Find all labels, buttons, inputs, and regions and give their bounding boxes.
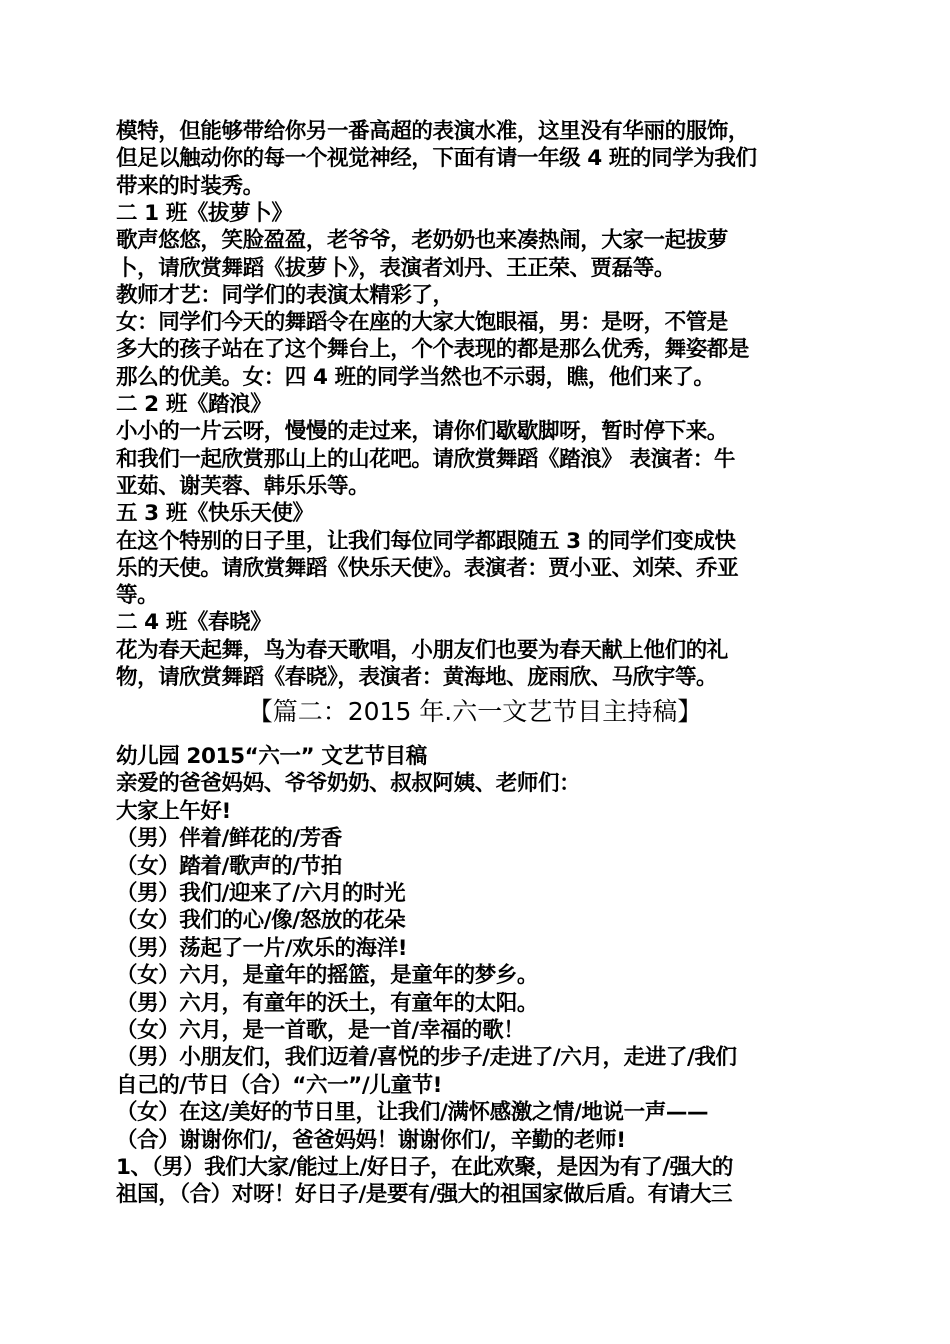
text-line: 乐的天使。请欣赏舞蹈《快乐天使》。表演者：贾小亚、刘荣、乔亚 bbox=[116, 555, 739, 581]
text-line: 但足以触动你的每一个视觉神经，下面有请一年级 4 班的同学为我们 bbox=[116, 146, 757, 172]
text-line: （女）六月，是童年的摇篮，是童年的梦乡。 bbox=[116, 963, 539, 989]
text-line: （男）我们/迎来了/六月的时光 bbox=[116, 881, 406, 906]
text-line: 大家上午好! bbox=[116, 798, 231, 824]
text-line: （女）在这/美好的节日里，让我们/满怀感激之情/地说一声—— bbox=[116, 1100, 709, 1126]
text-line: 二 2 班《踏浪》 bbox=[116, 392, 272, 417]
text-line: 1、（男）我们大家/能过上/好日子，在此欢聚，是因为有了/强大的 bbox=[116, 1155, 733, 1180]
text-line: 多大的孩子站在了这个舞台上，个个表现的都是那么优秀，舞姿都是 bbox=[116, 337, 750, 363]
text-line: 自己的/节日（合）“六一”/儿童节! bbox=[116, 1072, 443, 1098]
text-line: 幼儿园 2015“六一” 文艺节目稿 bbox=[116, 744, 427, 769]
text-line: 小小的一片云呀，慢慢的走过来，请你们歇歇脚呀，暂时停下来。 bbox=[116, 419, 728, 445]
text-line: 和我们一起欣赏那山上的山花吧。请欣赏舞蹈《踏浪》 表演者：牛 bbox=[116, 446, 735, 472]
text-line: 物，请欣赏舞蹈《春晓》，表演者：黄海地、庞雨欣、马欣宇等。 bbox=[116, 665, 718, 690]
text-line: （女）六月，是一首歌，是一首/幸福的歌！ bbox=[116, 1018, 525, 1043]
text-line: 在这个特别的日子里，让我们每位同学都跟随五 3 的同学们变成快 bbox=[116, 528, 736, 554]
text-line: （男）荡起了一片/欢乐的海洋! bbox=[116, 935, 408, 961]
text-line: 等。 bbox=[116, 583, 159, 609]
text-line: 模特，但能够带给你另一番高超的表演水准，这里没有华丽的服饰， bbox=[116, 119, 750, 144]
text-line: （合）谢谢你们/，爸爸妈妈！谢谢你们/，辛勤的老师! bbox=[116, 1127, 626, 1153]
text-line: 歌声悠悠，笑脸盈盈，老爷爷，老奶奶也来凑热闹，大家一起拔萝 bbox=[116, 228, 728, 254]
text-line: 卜，请欣赏舞蹈《拔萝卜》，表演者刘丹、王正荣、贾磊等。 bbox=[116, 255, 675, 281]
text-line: （女）我们的心/像/怒放的花朵 bbox=[116, 908, 406, 934]
text-line: （男）六月，有童年的沃土，有童年的太阳。 bbox=[116, 990, 539, 1016]
text-line: 二 4 班《春晓》 bbox=[116, 610, 272, 636]
text-line: 带来的时装秀。 bbox=[116, 173, 264, 199]
text-line: 祖国，（合）对呀！好日子/是要有/强大的祖国家做后盾。有请大三 bbox=[116, 1182, 733, 1208]
text-line: 教师才艺：同学们的表演太精彩了， bbox=[116, 282, 454, 308]
text-line: 亲爱的爸爸妈妈、爷爷奶奶、叔叔阿姨、老师们： bbox=[116, 771, 581, 797]
text-line: （男）伴着/鲜花的/芳香 bbox=[116, 826, 342, 852]
text-line: （女）踏着/歌声的/节拍 bbox=[116, 853, 342, 879]
text-line: 花为春天起舞，鸟为春天歌唱，小朋友们也要为春天献上他们的礼 bbox=[116, 637, 728, 663]
text-line: 五 3 班《快乐天使》 bbox=[116, 501, 314, 527]
section-heading: 【篇二：2015 年.六一文艺节目主持稿】 bbox=[247, 697, 703, 726]
text-line: 亚茹、谢芙蓉、韩乐乐等。 bbox=[116, 473, 370, 499]
text-line: 那么的优美。女：四 4 班的同学当然也不示弱，瞧，他们来了。 bbox=[116, 364, 715, 390]
text-line: 二 1 班《拔萝卜》 bbox=[116, 200, 293, 226]
text-line: 女：同学们今天的舞蹈令在座的大家大饱眼福，男：是呀，不管是 bbox=[116, 310, 728, 336]
text-line: （男）小朋友们，我们迈着/喜悦的步子/走进了/六月，走进了/我们 bbox=[116, 1045, 737, 1071]
